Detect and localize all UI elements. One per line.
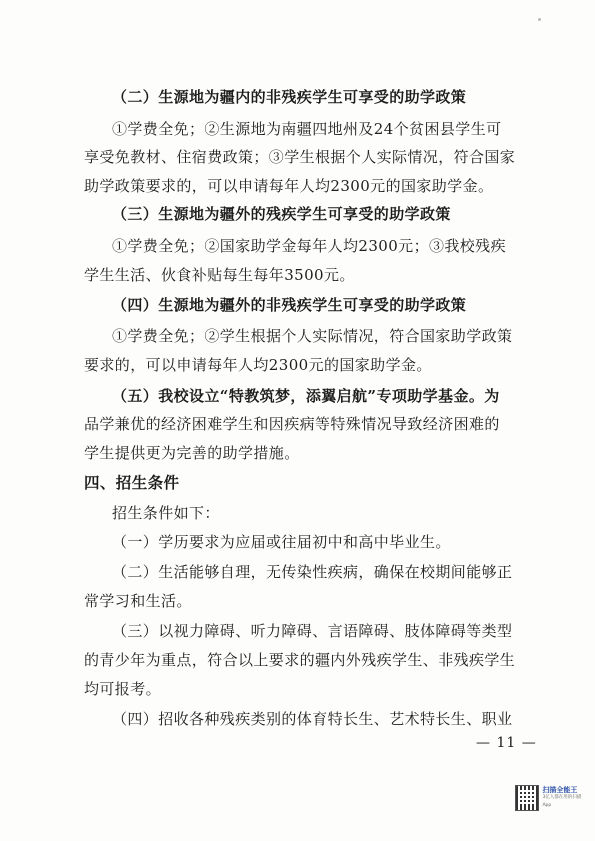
subheading-4: （四）生源地为疆外的非残疾学生可享受的助学政策 bbox=[112, 296, 467, 314]
paragraph-line: ①学费全免；②学生根据个人实际情况，符合国家助学政策 bbox=[112, 327, 513, 345]
subheading-3: （三）生源地为疆外的残疾学生可享受的助学政策 bbox=[112, 205, 451, 223]
paragraph-line: 要求的，可以申请每年人均2300元的国家助学金。 bbox=[84, 356, 432, 374]
paragraph-line: 享受免教材、住宿费政策；③学生根据个人实际情况，符合国家 bbox=[84, 148, 516, 166]
paragraph-line: 品学兼优的经济困难学生和因疾病等特殊情况导致经济困难的 bbox=[84, 415, 500, 433]
watermark-title: 扫描全能王 bbox=[542, 786, 578, 794]
paragraph-line: 学生生活、伙食补贴每生每年3500元。 bbox=[84, 266, 355, 284]
paragraph-line: 学生提供更为完善的助学措施。 bbox=[84, 444, 300, 462]
paragraph-line: 的青少年为重点，符合以上要求的疆内外残疾学生、非残疾学生 bbox=[84, 651, 516, 669]
section-heading: 四、招生条件 bbox=[84, 474, 180, 492]
paragraph-line: 常学习和生活。 bbox=[84, 592, 192, 610]
paragraph-line: （四）招收各种残疾类别的体育特长生、艺术特长生、职业 bbox=[112, 710, 513, 728]
paragraph-line: （三）以视力障碍、听力障碍、言语障碍、肢体障碍等类型 bbox=[112, 622, 513, 640]
paragraph-line: ①学费全免；②生源地为南疆四地州及24个贫困县学生可 bbox=[112, 120, 502, 138]
watermark-subtitle: 3亿人都在用的扫描App bbox=[542, 795, 582, 808]
qr-code-icon bbox=[515, 785, 539, 811]
scan-speck bbox=[538, 18, 541, 21]
paragraph-line: （二）生活能够自理，无传染性疾病，确保在校期间能够正 bbox=[112, 563, 513, 581]
paragraph-line: 均可报考。 bbox=[84, 680, 162, 698]
subheading-2: （二）生源地为疆内的非残疾学生可享受的助学政策 bbox=[112, 88, 467, 106]
paragraph-line: 助学政策要求的，可以申请每年人均2300元的国家助学金。 bbox=[84, 177, 494, 195]
scanner-watermark bbox=[515, 784, 587, 812]
paragraph-line: 招生条件如下： bbox=[112, 504, 220, 522]
subheading-5: （五）我校设立“特教筑梦，添翼启航”专项助学基金。为 bbox=[112, 387, 500, 405]
paragraph-line: ①学费全免；②国家助学金每年人均2300元；③我校残疾 bbox=[112, 237, 506, 255]
page-number: — 11 — bbox=[476, 735, 537, 751]
paragraph-line: （一）学历要求为应届或往届初中和高中毕业生。 bbox=[112, 533, 451, 551]
